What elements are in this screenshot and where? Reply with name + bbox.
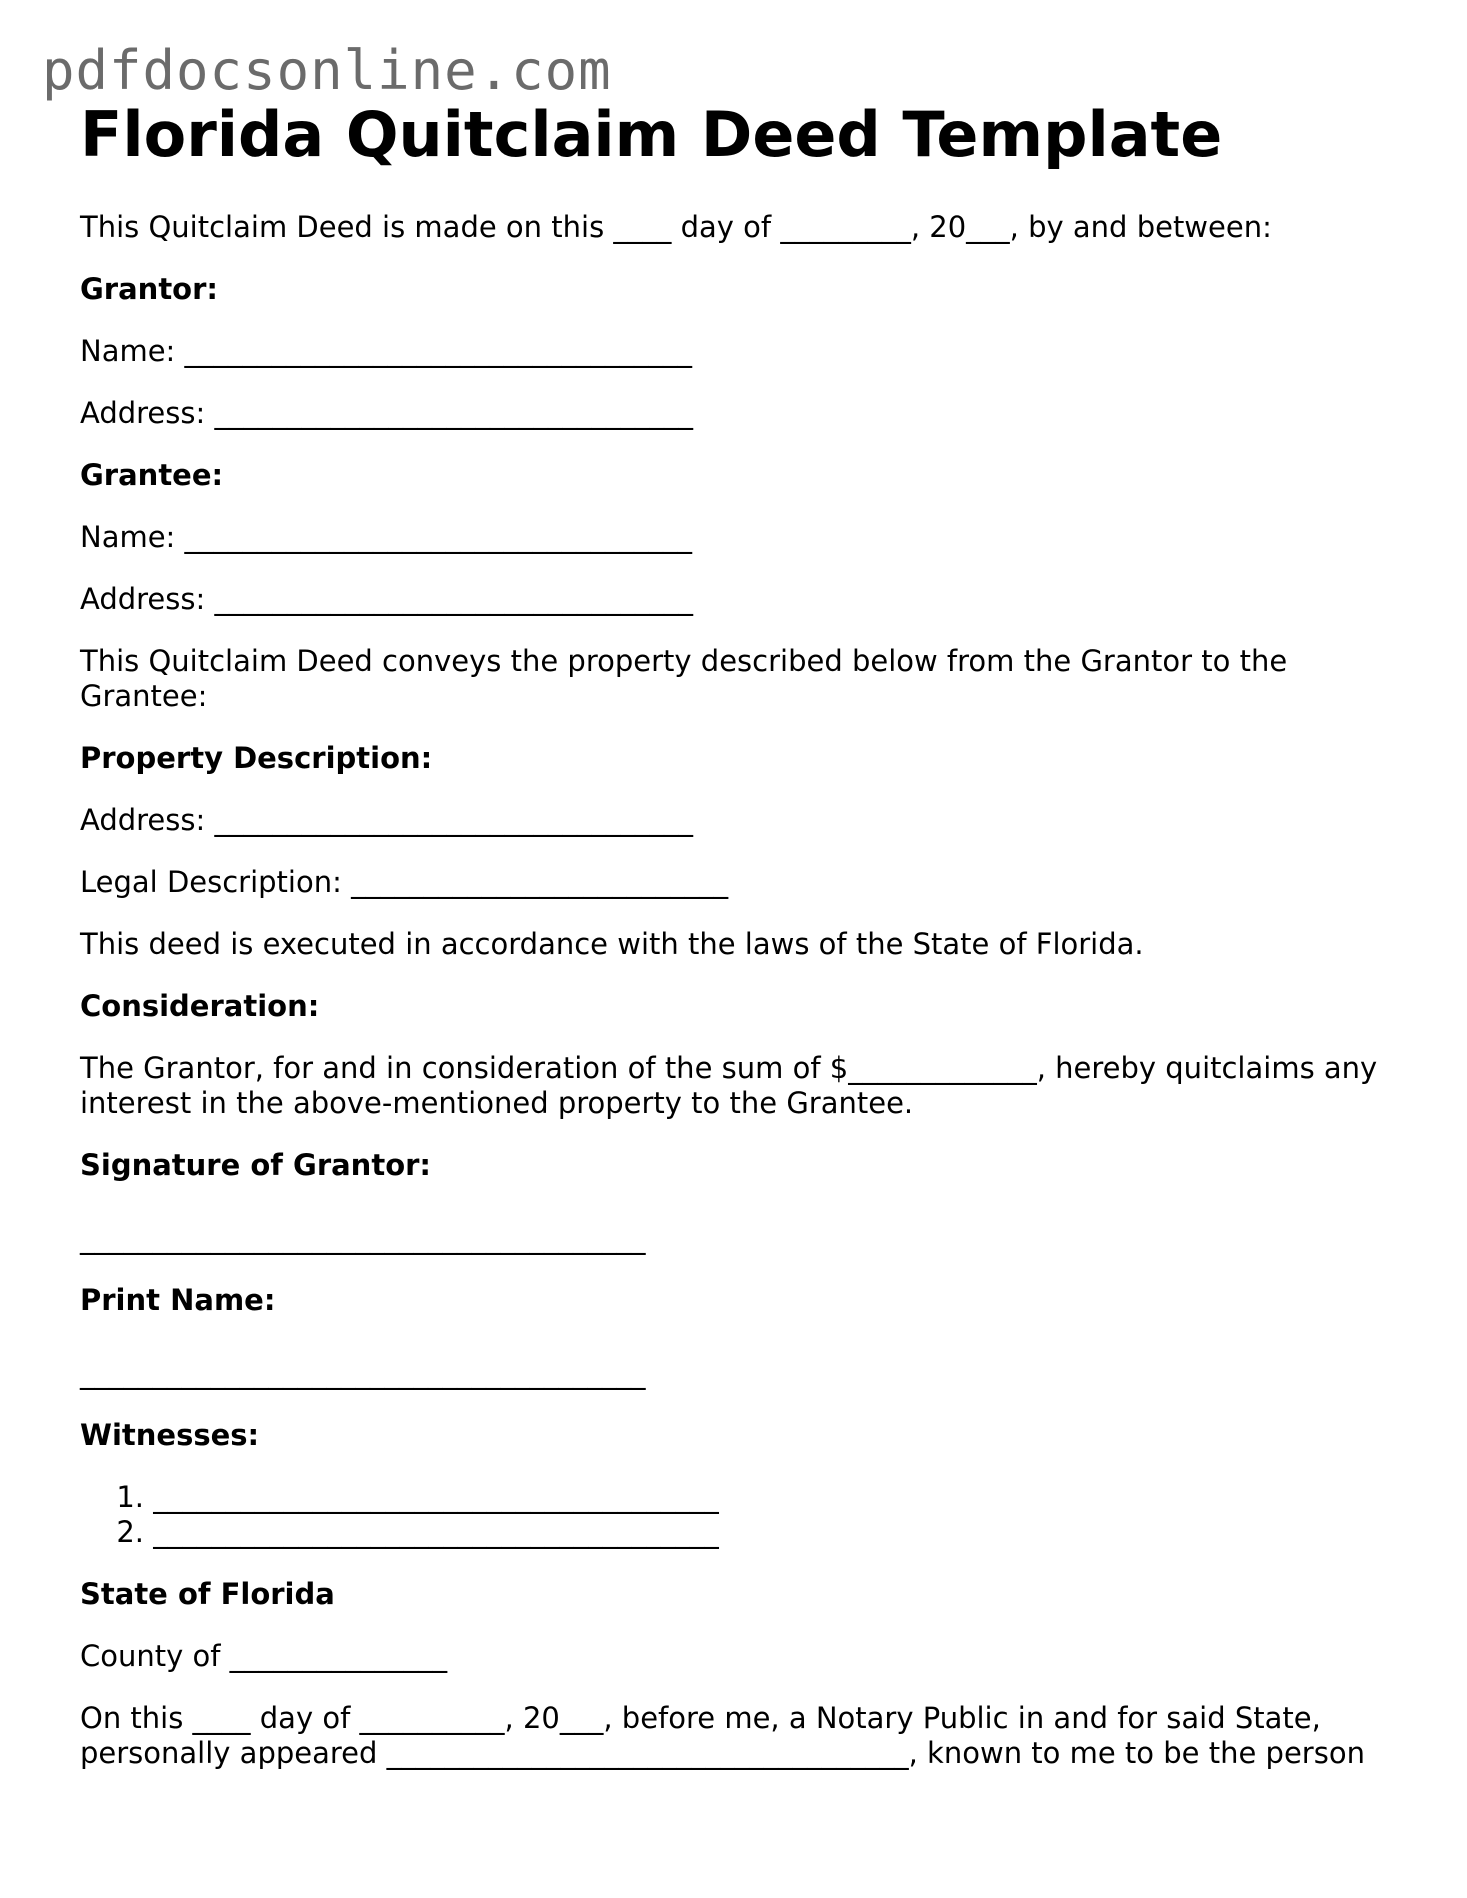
notary-text: On this ____ day of __________, 20___, before me, a Notary Public in and for said State, personally appeared ____________________________________, known to me to be the person — [80, 1701, 1365, 1771]
watermark: pdfdocsonline.com — [42, 39, 612, 102]
witness-item — [80, 1515, 1410, 1550]
page-title: Florida Quitclaim Deed Template — [80, 98, 1223, 171]
witness-number: 1. — [116, 1480, 144, 1515]
grantee-address-field: Address: _________________________________ — [80, 582, 693, 617]
grantor-name-field: Name: ___________________________________ — [80, 334, 693, 369]
intro-text: This Quitclaim Deed is made on this ____ day of _________, 20___, by and between: — [80, 210, 1272, 245]
notary-state-heading: State of Florida — [80, 1577, 335, 1612]
grantor-heading: Grantor: — [80, 272, 219, 307]
property-address-field: Address: _________________________________ — [80, 803, 693, 838]
grantee-heading: Grantee: — [80, 458, 224, 493]
executed-text: This deed is executed in accordance with the laws of the State of Florida. — [80, 927, 1144, 962]
witnesses-heading: Witnesses: — [80, 1418, 260, 1453]
notary-county-field: County of _______________ — [80, 1639, 448, 1674]
witness-list — [80, 1480, 1410, 1550]
grantor-address-field: Address: _________________________________ — [80, 396, 693, 431]
signature-line: _______________________________________ — [80, 1221, 646, 1256]
property-heading: Property Description: — [80, 741, 433, 776]
conveys-text: This Quitclaim Deed conveys the property described below from the Grantor to the Grantee: — [80, 644, 1288, 714]
print-name-line: _______________________________________ — [80, 1356, 646, 1391]
witness-line: _______________________________________ — [153, 1480, 719, 1515]
consideration-text: The Grantor, for and in consideration of the sum of $_____________, hereby quitclaims any interest in the above-mentioned property to the Grantee. — [80, 1051, 1378, 1121]
legal-description-field: Legal Description: __________________________ — [80, 865, 729, 900]
witness-line: _______________________________________ — [153, 1515, 719, 1550]
witness-number: 2. — [116, 1515, 144, 1550]
witness-item — [80, 1480, 1410, 1515]
consideration-heading: Consideration: — [80, 989, 320, 1024]
document-page — [80, 98, 1410, 1771]
grantee-name-field: Name: ___________________________________ — [80, 520, 693, 555]
signature-heading: Signature of Grantor: — [80, 1148, 432, 1183]
print-name-heading: Print Name: — [80, 1283, 276, 1318]
